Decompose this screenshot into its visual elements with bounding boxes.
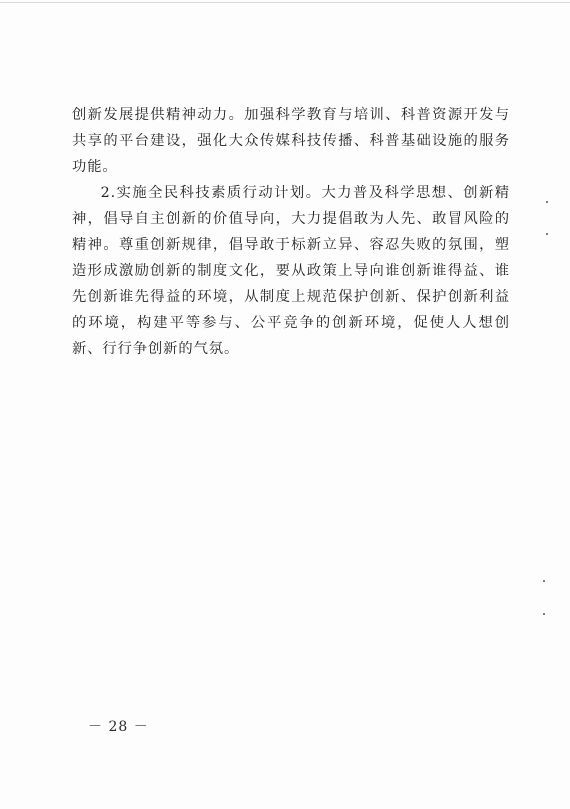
page-number: － 28 － xyxy=(88,719,149,735)
page-top-border xyxy=(0,2,570,3)
scan-speck xyxy=(543,613,545,615)
paragraph-1: 创新发展提供精神动力。加强科学教育与培训、科普资源开发与共享的平台建设，强化大众传媒科技传播、科普基础设施的服务功能。 xyxy=(72,107,510,175)
paragraph-2: 2.实施全民科技素质行动计划。大力普及科学思想、创新精神，倡导自主创新的价值导向，大力提倡敢为人先、敢冒风险的精神。尊重创新规律，倡导敢于标新立异、容忍失败的氛围，塑造形成激励创新的制度文化，要从政策上导向谁创新谁得益、谁先创新谁先得益的环境，从制度上规范保护创新、保护创新利益的环境，构建平等参与、公平竞争的创新环境，促使人人想创新、行行争创新的气氛。 xyxy=(72,185,510,357)
scan-speck xyxy=(543,580,545,582)
scan-speck xyxy=(546,201,548,203)
document-body xyxy=(72,102,510,362)
scan-speck xyxy=(546,233,548,235)
